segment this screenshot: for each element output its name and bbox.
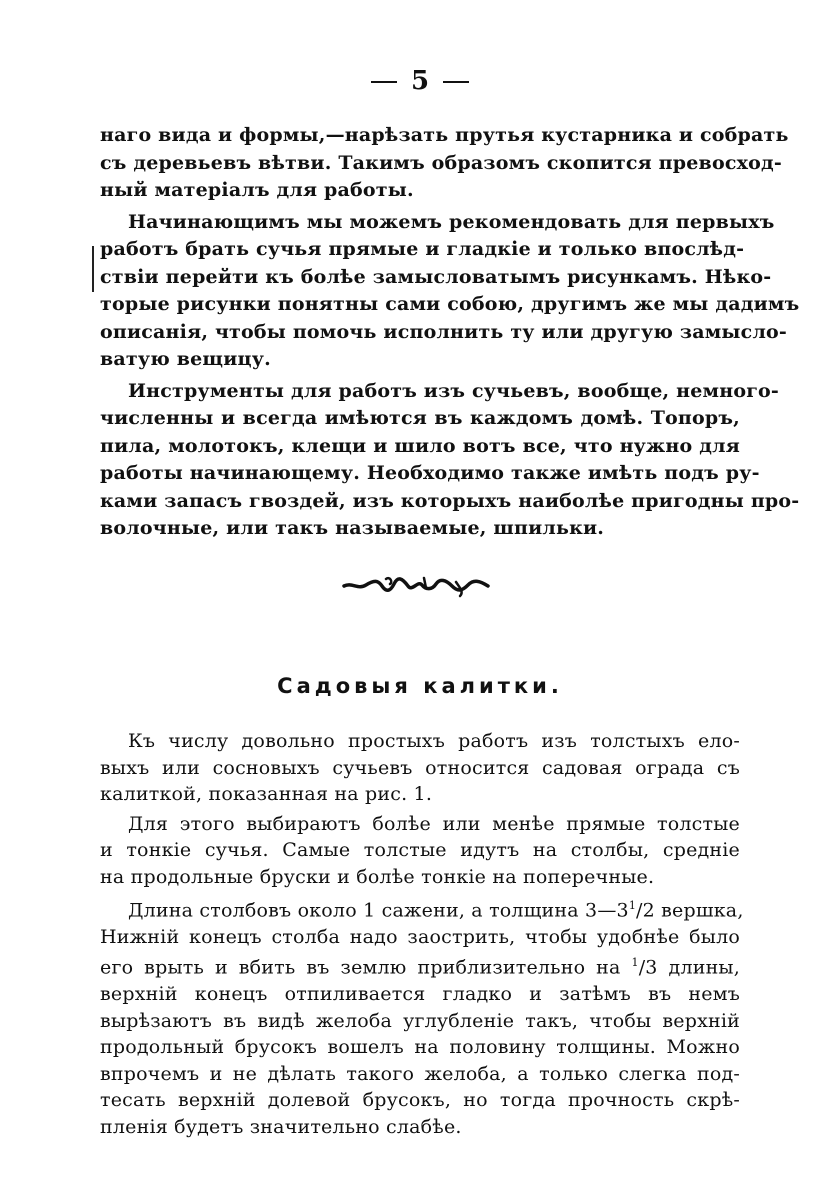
page-number-header bbox=[0, 66, 840, 96]
text-line: ками запасъ гвоздей, изъ которыхъ наиболѣе пригодны про- bbox=[100, 489, 800, 512]
intro-paragraph bbox=[100, 209, 800, 374]
text-fragment: его врыть и вбить въ землю приблизительно на bbox=[100, 956, 632, 979]
section-title: Садовыя калитки. bbox=[277, 674, 563, 698]
text-line: ный матеріалъ для работы. bbox=[100, 179, 414, 201]
text-line: верхній конецъ отпиливается гладко и затѣмъ въ немъ bbox=[100, 983, 740, 1006]
text-line: продольный брусокъ вошелъ на половину толщины. Можно bbox=[100, 1036, 740, 1059]
superscript: 1 bbox=[631, 956, 639, 970]
text-line: пила, молотокъ, клещи и шило вотъ все, что нужно для bbox=[100, 434, 740, 457]
text-line: пленія будетъ значительно слабѣе. bbox=[100, 1115, 462, 1138]
page-number: 5 bbox=[410, 66, 430, 96]
text-fragment: /2 вершка, bbox=[636, 899, 744, 922]
text-fragment: /3 длины, bbox=[638, 956, 740, 979]
intro-paragraph bbox=[100, 122, 789, 205]
text-line: Инструменты для работъ изъ сучьевъ, вообще, немного- bbox=[128, 379, 780, 402]
text-line: Къ числу довольно простыхъ работъ изъ толстыхъ ело- bbox=[128, 730, 740, 752]
text-line: вырѣзаютъ въ видѣ желоба углубленіе такъ, чтобы верхній bbox=[100, 1009, 740, 1032]
text-line: тесать верхній долевой брусокъ, но тогда прочность скрѣ- bbox=[100, 1089, 740, 1112]
margin-mark bbox=[92, 246, 94, 292]
text-line: съ деревьевъ вѣтви. Такимъ образомъ скопится превосход- bbox=[100, 151, 782, 174]
text-line: работъ брать сучья прямые и гладкіе и только впослѣд- bbox=[100, 238, 745, 260]
text-line: ствіи перейти къ болѣе замысловатымъ рисункамъ. Нѣко- bbox=[100, 265, 772, 288]
text-line: волочные, или такъ называемые, шпильки. bbox=[100, 517, 605, 539]
text-line: описанія, чтобы помочь исполнить ту или другую замысло- bbox=[100, 320, 787, 343]
section-text bbox=[100, 728, 744, 1143]
text-fragment: Длина столбовъ около 1 сажени, а толщина 3—3 bbox=[128, 899, 629, 922]
superscript: 1 bbox=[628, 899, 637, 912]
section-paragraph bbox=[100, 728, 740, 808]
text-line: наго вида и формы,—нарѣзать прутья кустарника и собрать bbox=[100, 124, 789, 146]
section-paragraph bbox=[100, 811, 740, 891]
left-dash bbox=[371, 81, 397, 83]
ornament-divider bbox=[338, 570, 498, 600]
intro-paragraph bbox=[100, 378, 800, 543]
text-line bbox=[100, 893, 744, 924]
text-line: на продольные бруски и болѣе тонкіе на поперечные. bbox=[100, 865, 655, 888]
section-paragraph bbox=[100, 893, 744, 1140]
text-line: численны и всегда имѣются въ каждомъ домѣ. Топоръ, bbox=[100, 407, 740, 429]
intro-text bbox=[100, 122, 800, 547]
text-line bbox=[100, 950, 740, 981]
text-line: Для этого выбираютъ болѣе или менѣе прямые толстые bbox=[128, 812, 740, 835]
text-line: выхъ или сосновыхъ сучьевъ относится садовая ограда съ bbox=[100, 756, 740, 779]
text-line: калиткой, показанная на рис. 1. bbox=[100, 783, 433, 805]
text-line: ватую вещицу. bbox=[100, 348, 271, 370]
text-line: Начинающимъ мы можемъ рекомендовать для первыхъ bbox=[128, 210, 775, 233]
right-dash bbox=[443, 81, 469, 83]
text-line: и тонкіе сучья. Самые толстые идутъ на столбы, средніе bbox=[100, 839, 740, 861]
text-line: Нижній конецъ столба надо заострить, чтобы удобнѣе было bbox=[100, 925, 740, 948]
text-line: впрочемъ и не дѣлать такого желоба, а только слегка под- bbox=[100, 1062, 740, 1085]
text-line: торые рисунки понятны сами собою, другимъ же мы дадимъ bbox=[100, 293, 800, 315]
text-line: работы начинающему. Необходимо также имѣть подъ ру- bbox=[100, 462, 760, 484]
